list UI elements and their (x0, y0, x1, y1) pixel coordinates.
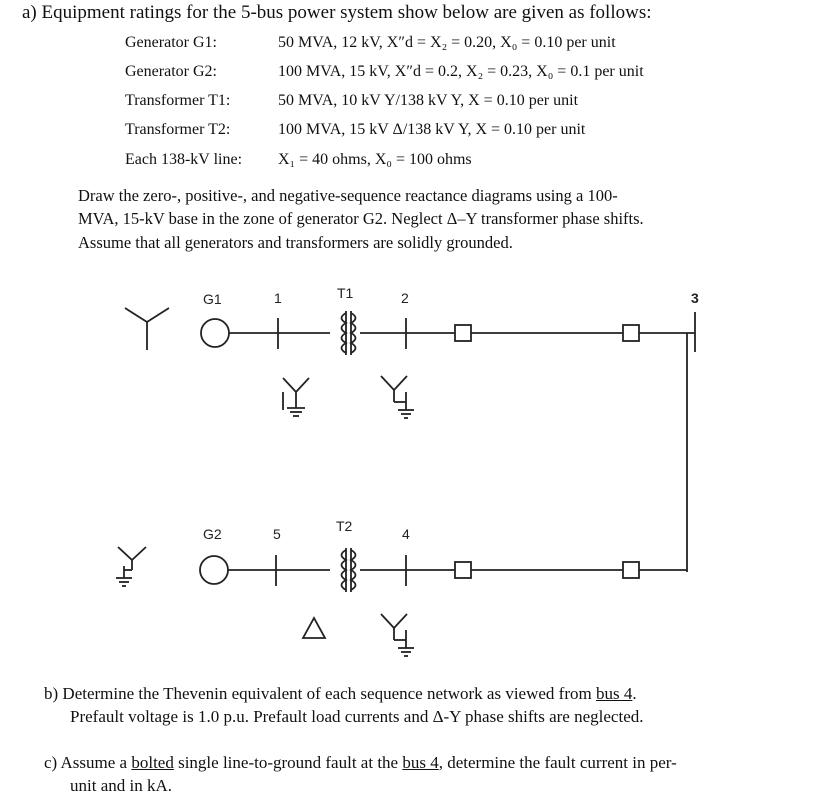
bus5-label: 5 (273, 526, 281, 542)
t2-secondary-wye-ground-icon (381, 614, 414, 656)
g2-generator-icon (200, 556, 228, 584)
rating-value: 100 MVA, 15 kV, X″d = 0.2, X₂ = 0.23, X₀ = 0.1 per unit (278, 63, 644, 80)
rating-value: 50 MVA, 10 kV Y/138 kV Y, X = 0.10 per unit (278, 92, 579, 109)
t2-transformer-icon (342, 548, 356, 592)
g1-label: G1 (203, 291, 222, 307)
t2-label: T2 (336, 518, 353, 534)
g2-wye-ground-icon (116, 547, 146, 586)
part-c-text: c) Assume a (44, 753, 132, 772)
bolted-reference: bolted (131, 753, 174, 772)
one-line-diagram (0, 270, 819, 665)
rating-label: Transformer T1: (125, 92, 231, 109)
line-breaker-icon (623, 562, 639, 578)
t2-delta-icon (303, 618, 325, 638)
t1-label: T1 (337, 285, 354, 301)
rating-label: Generator G1: (125, 34, 217, 51)
bus4-label: 4 (402, 526, 410, 542)
line-breaker-icon (455, 562, 471, 578)
bus4-reference: bus 4 (595, 684, 633, 703)
instruction-line: MVA, 15-kV base in the zone of generator G2. Neglect Δ–Y transformer phase shifts. (78, 209, 644, 228)
rating-label: Transformer T2: (125, 121, 231, 138)
bus2-label: 2 (401, 290, 409, 306)
line-breaker-icon (623, 325, 639, 341)
bus3-label: 3 (691, 290, 699, 306)
part-c-text: single line-to-ground fault at the (173, 753, 403, 772)
part-b-text: b) Determine the Thevenin equivalent of each sequence network as viewed from (44, 684, 596, 703)
part-c-text: , determine the fault current in per- (438, 753, 677, 772)
g1-generator-icon (201, 319, 229, 347)
part-a-heading: a) Equipment ratings for the 5-bus power system show below are given as follows: (22, 2, 652, 23)
bus1-label: 1 (274, 290, 282, 306)
g1-wye-symbol (125, 308, 169, 350)
part-b-text: . (632, 684, 637, 703)
rating-value: X₁ = 40 ohms, X₀ = 100 ohms (278, 151, 472, 168)
t1-secondary-wye-ground-icon (381, 376, 414, 418)
rating-label: Each 138-kV line: (125, 151, 243, 168)
part-b-text: Prefault voltage is 1.0 p.u. Prefault load currents and Δ-Y phase shifts are neglected. (70, 707, 644, 726)
rating-value: 100 MVA, 15 kV Δ/138 kV Y, X = 0.10 per unit (278, 121, 586, 138)
part-c-text: unit and in kA. (70, 776, 172, 795)
instruction-line: Draw the zero-, positive-, and negative-sequence reactance diagrams using a 100- (78, 186, 618, 205)
rating-value: 50 MVA, 12 kV, X″d = X₂ = 0.20, X₀ = 0.10 per unit (278, 34, 616, 51)
t1-primary-wye-ground-icon (283, 378, 309, 416)
bus4-reference: bus 4 (402, 753, 439, 772)
rating-label: Generator G2: (125, 63, 217, 80)
instruction-line: Assume that all generators and transformers are solidly grounded. (78, 233, 513, 252)
line-breaker-icon (455, 325, 471, 341)
g2-label: G2 (203, 526, 222, 542)
t1-transformer-icon (342, 311, 356, 355)
